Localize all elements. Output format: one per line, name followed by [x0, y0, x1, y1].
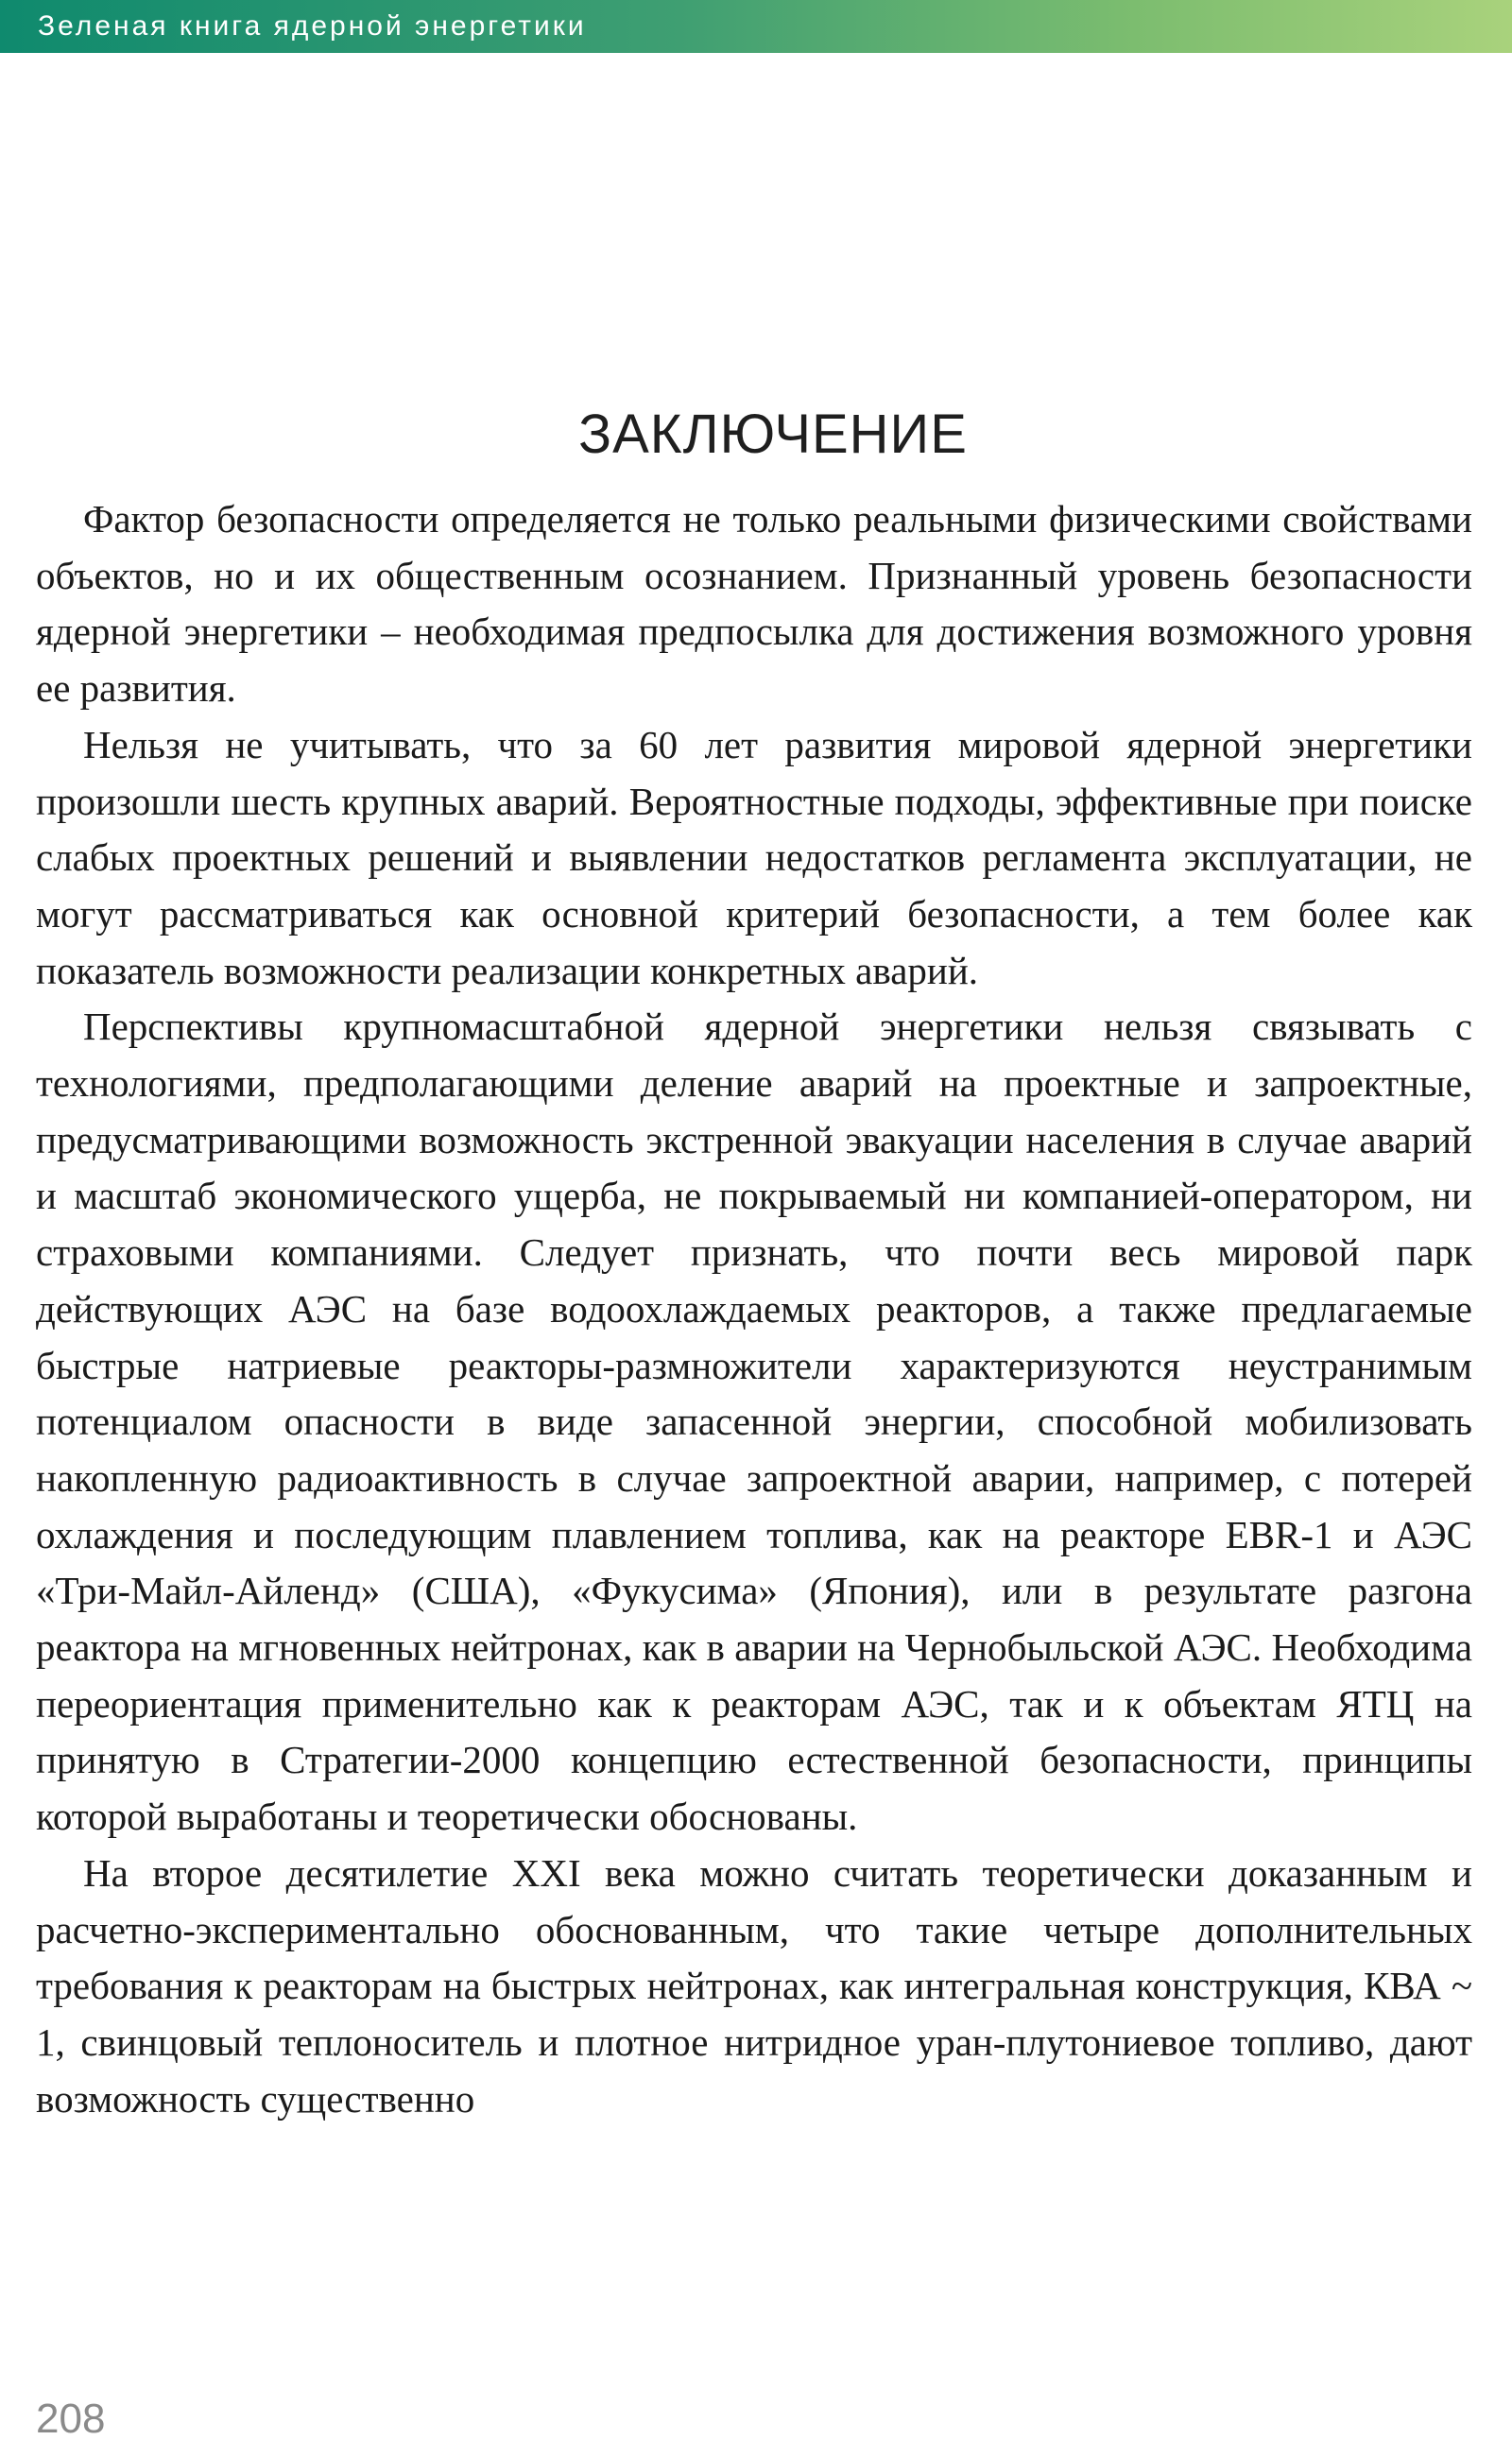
paragraph: Нельзя не учитывать, что за 60 лет развития мировой ядерной энергетики произошли шесть крупных аварий. Вероятностные подходы, эффективные при поиске слабых проектных решений и выявлении недостатков регламента эксплуатации, не могут рассматриваться как основной критерий безопасности, а тем более как показатель возможности реализации конкретных аварий. [36, 722, 1472, 992]
page-number: 208 [36, 2396, 106, 2442]
chapter-title: ЗАКЛЮЧЕНИЕ [578, 404, 968, 465]
running-header-title: Зеленая книга ядерной энергетики [38, 10, 587, 42]
paragraph: Перспективы крупномасштабной ядерной энергетики нельзя связывать с технологиями, предполагающими деление аварий на проектные и запроектные, предусматривающими возможность экстренной эвакуации населения в случае аварий и масштаб экономического ущерба, не покрываемый ни компанией-оператором, ни страховыми компаниями. Следует признать, что почти весь мировой парк действующих АЭС на базе водоохлаждаемых реакторов, а также предлагаемые быстрые натриевые реакторы-размножители характеризуются неустранимым потенциалом опасности в виде запасенной энергии, способной мобилизовать накопленную радиоактивность в случае запроектной аварии, например, с потерей охлаждения и последующим плавлением топлива, как на реакторе EBR-1 и АЭС «Три-Майл-Айленд» (США), «Фукусима» (Япония), или в результате разгона реактора на мгновенных нейтронах, как в аварии на Чернобыльской АЭС. Необходима переориентация применительно как к реакторам АЭС, так и к объектам ЯТЦ на принятую в Стратегии-2000 концепцию естественной безопасности, принципы которой выработаны и теоретически обоснованы. [36, 1005, 1472, 1839]
paragraph: Фактор безопасности определяется не только реальными физическими свойствами объектов, но и их общественным осознанием. Признанный уровень безопасности ядерной энергетики – необходимая предпосылка для достижения возможного уровня ее развития. [36, 497, 1472, 711]
header-band [0, 0, 1512, 53]
paragraph: На второе десятилетие XXI века можно считать теоретически доказанным и расчетно-экспериментально обоснованным, что такие четыре дополнительных требования к реакторам на быстрых нейтронах, как интегральная конструкция, КВА ~ 1, свинцовый теплоноситель и плотное нитридное уран-плутониевое топливо, дают возможность существенно [36, 1850, 1472, 2121]
body-text [36, 491, 1472, 2127]
